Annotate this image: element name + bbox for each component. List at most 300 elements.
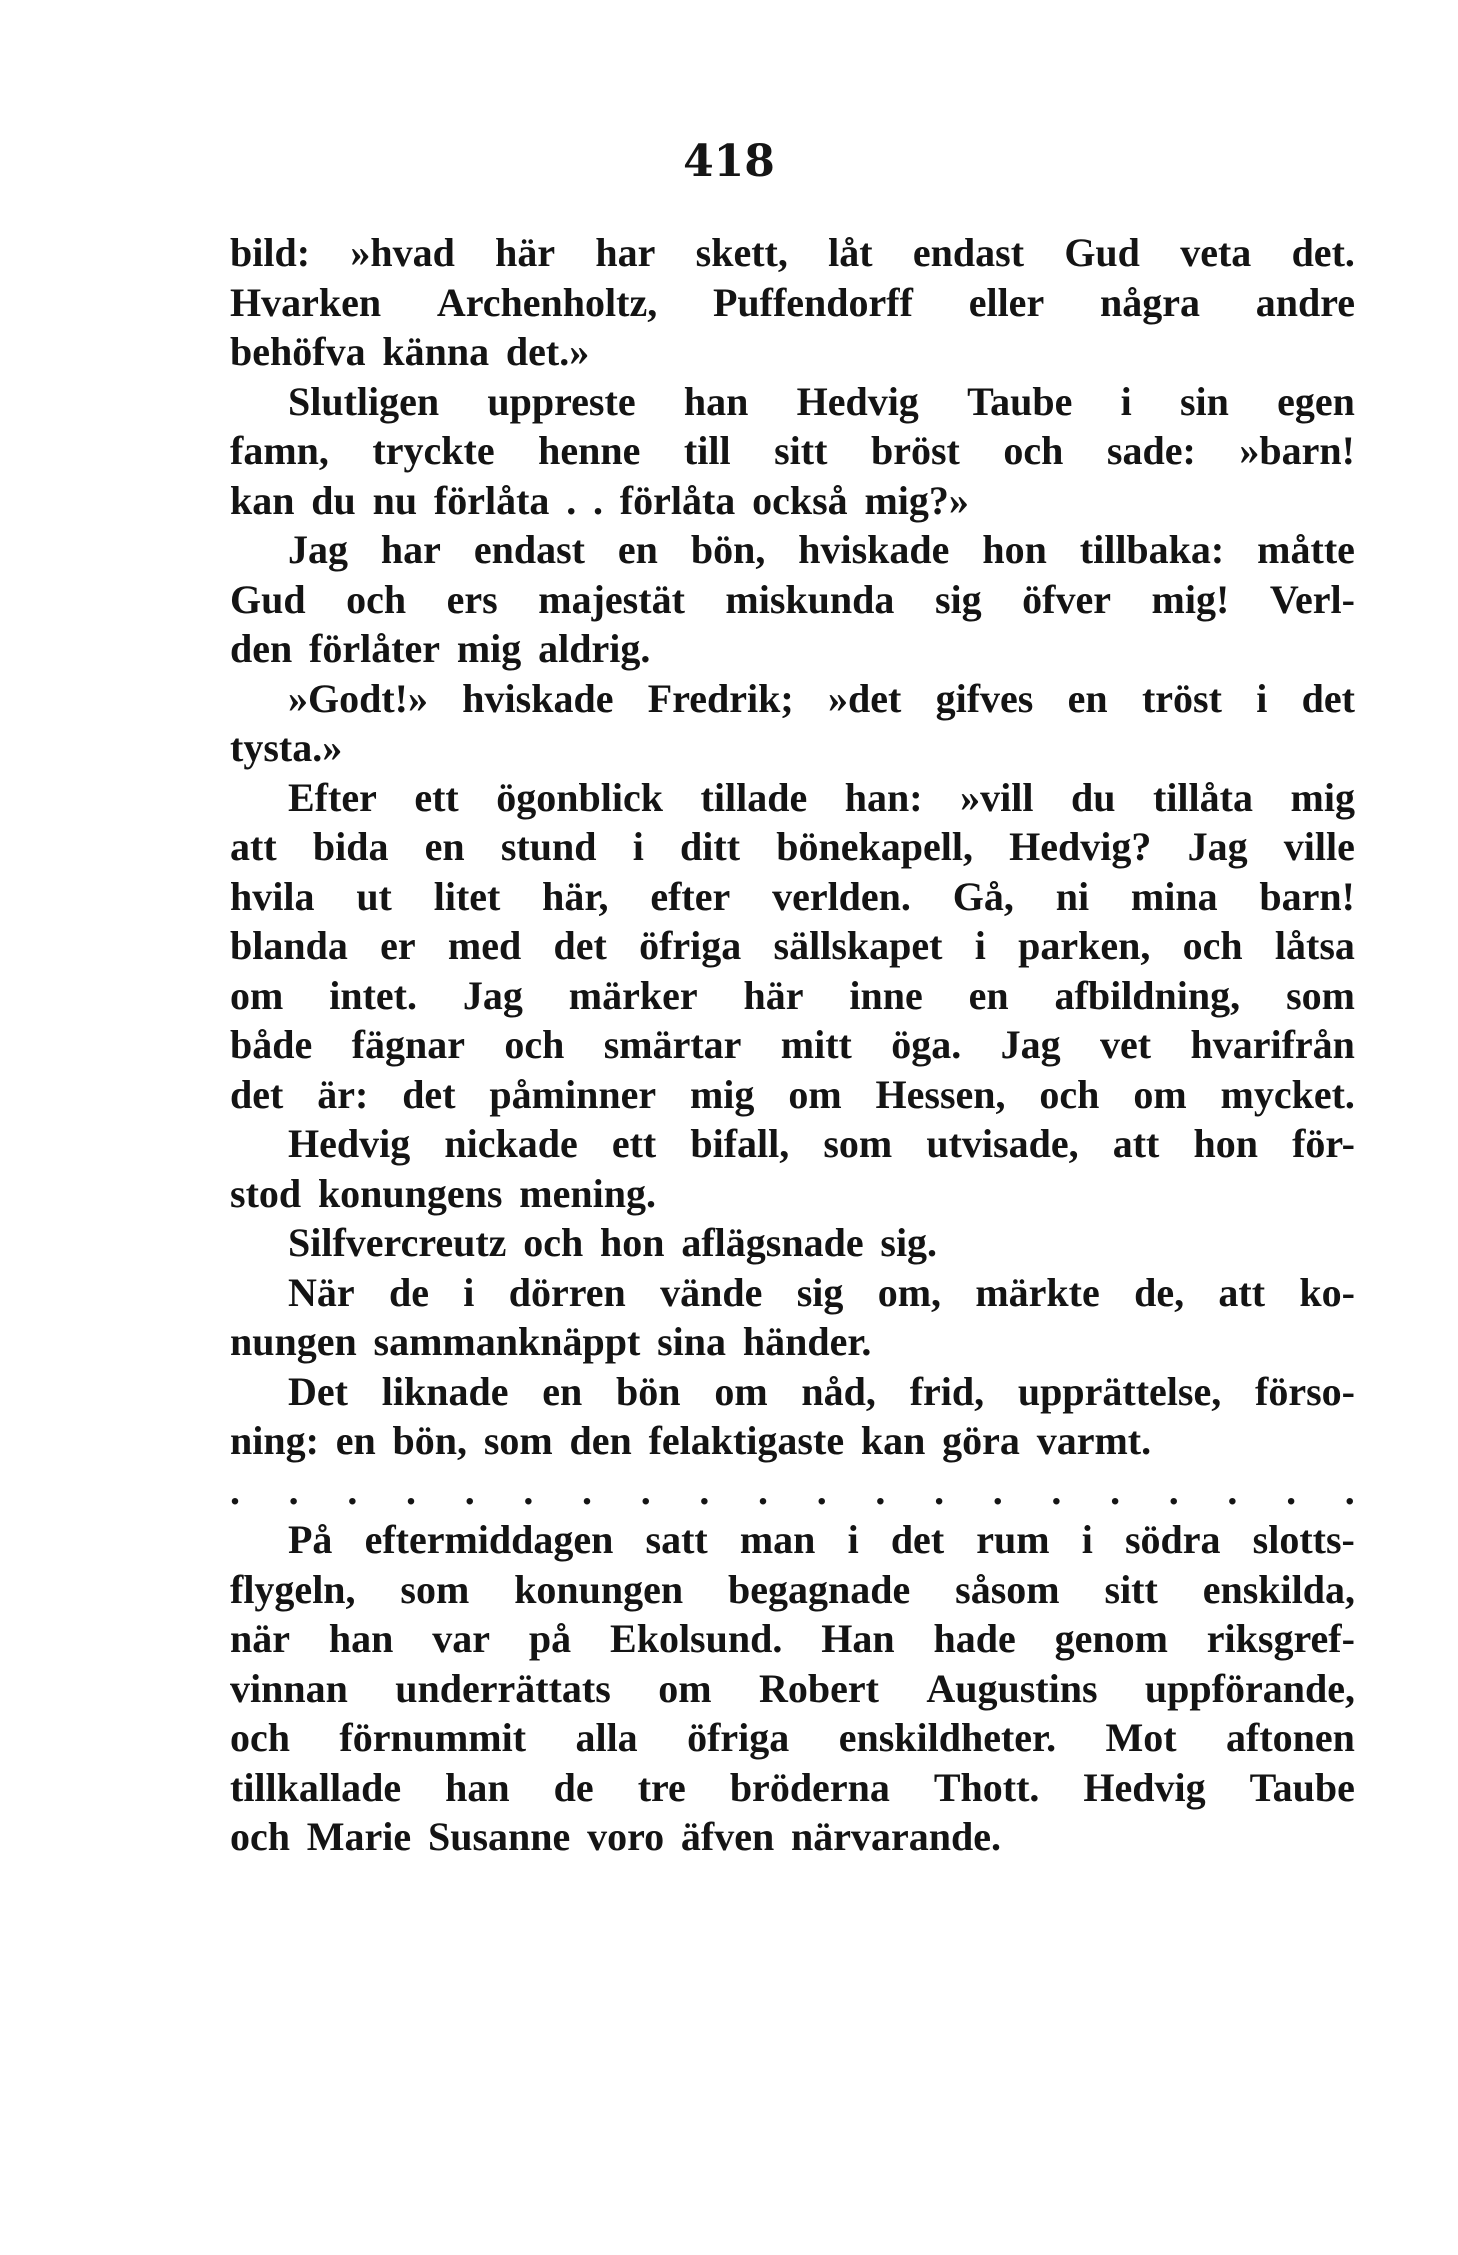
word: hade	[933, 1616, 1016, 1661]
word: alla	[575, 1715, 638, 1760]
word: ögonblick	[496, 774, 664, 820]
word: om	[658, 1665, 712, 1711]
word: för-	[1292, 1121, 1355, 1166]
word: tre	[637, 1764, 686, 1810]
word: märkte	[975, 1269, 1100, 1315]
word: om	[1133, 1071, 1187, 1117]
word: det	[230, 1071, 284, 1117]
word: behöfva	[230, 329, 366, 374]
word: hon	[600, 1220, 665, 1265]
word: intet.	[329, 972, 417, 1018]
word: satt	[645, 1517, 708, 1562]
word: låtsa	[1274, 923, 1355, 968]
word: smärtar	[603, 1022, 742, 1067]
word: litet	[433, 873, 501, 919]
word: Verl-	[1269, 576, 1355, 622]
word: om	[788, 1071, 842, 1117]
text-line	[230, 773, 1355, 823]
text-line	[230, 1614, 1355, 1664]
text-line	[230, 674, 1355, 724]
word: eller	[968, 279, 1045, 325]
word: ett	[611, 1121, 657, 1166]
text-line	[230, 1515, 1355, 1565]
word: Jag	[1000, 1022, 1061, 1067]
word: eftermiddagen	[364, 1517, 614, 1562]
word: södra	[1124, 1517, 1221, 1562]
word: Hedvig?	[1009, 824, 1152, 869]
word: det	[553, 923, 607, 968]
word: om	[714, 1368, 768, 1414]
text-line	[230, 872, 1355, 922]
word: Slutligen	[288, 378, 440, 424]
word: .	[816, 1467, 827, 1513]
word: ning:	[230, 1418, 319, 1463]
word: har	[595, 230, 656, 275]
text-line	[230, 575, 1355, 625]
text-line	[230, 1763, 1355, 1813]
word: ut	[356, 873, 392, 919]
word: .	[523, 1467, 534, 1513]
word: det	[402, 1071, 456, 1117]
word: sällskapet	[773, 923, 943, 968]
word: om,	[877, 1269, 942, 1315]
word: och	[230, 1715, 290, 1760]
word: att	[1218, 1269, 1266, 1315]
word: förnummit	[339, 1715, 527, 1760]
word: sammanknäppt	[373, 1319, 641, 1364]
word: skett,	[695, 230, 788, 275]
word: Augustins	[926, 1665, 1098, 1711]
word: upprättelse,	[1017, 1368, 1222, 1414]
word: utvisade,	[926, 1121, 1079, 1166]
word: tillbaka:	[1079, 527, 1225, 572]
word: er	[380, 923, 416, 968]
word: Ekolsund.	[610, 1616, 783, 1661]
word: och	[1182, 923, 1243, 968]
word: .	[875, 1467, 886, 1513]
word: »hvad	[350, 230, 455, 275]
word: och	[1003, 428, 1064, 473]
page-number: 418	[683, 136, 775, 187]
word: också	[752, 477, 848, 523]
word: varmt.	[1036, 1418, 1152, 1463]
word: förso-	[1255, 1368, 1355, 1414]
text-line	[230, 1416, 1355, 1466]
word: begagnade	[728, 1566, 911, 1612]
text-line	[230, 1119, 1355, 1169]
word: mig	[456, 626, 522, 671]
word: det	[1301, 675, 1355, 721]
word: nickade	[444, 1121, 578, 1166]
word: .	[640, 1467, 651, 1513]
word: »vill	[960, 774, 1034, 820]
word: Hedvig	[1083, 1764, 1206, 1810]
word: är:	[317, 1071, 369, 1117]
word: mig	[1290, 774, 1355, 820]
word: Puffendorff	[712, 279, 913, 325]
word: gifves	[935, 675, 1034, 721]
word: känna	[382, 329, 490, 374]
word: det.»	[505, 329, 590, 374]
word: frid,	[909, 1368, 985, 1414]
word: måtte	[1257, 527, 1355, 572]
word: öfriga	[639, 923, 742, 968]
word: du	[1070, 774, 1116, 820]
word: sina	[657, 1319, 727, 1364]
word: Hedvig	[288, 1121, 411, 1166]
word: Thott.	[933, 1764, 1040, 1810]
word: mycket.	[1220, 1071, 1355, 1117]
body-text	[230, 228, 1355, 1862]
word: »det	[827, 675, 902, 721]
word: och	[523, 1220, 584, 1265]
word: närvarande.	[791, 1814, 1002, 1859]
word: som	[483, 1418, 553, 1463]
word: kan	[230, 477, 295, 523]
word: påminner	[489, 1071, 657, 1117]
word: Taube	[1249, 1764, 1355, 1810]
word: bida	[312, 824, 389, 869]
text-line	[230, 1664, 1355, 1714]
word: en	[617, 527, 658, 572]
text-line	[230, 624, 1355, 674]
text-line	[230, 822, 1355, 872]
word: händer.	[742, 1319, 872, 1364]
text-line	[230, 1812, 1355, 1862]
word: Gå,	[952, 873, 1014, 919]
word: och	[504, 1022, 565, 1067]
word: som	[400, 1566, 470, 1612]
word: enskildheter.	[838, 1715, 1057, 1760]
word: Taube	[967, 378, 1073, 424]
text-line	[230, 971, 1355, 1021]
word: Fredrik;	[647, 675, 794, 721]
word: göra	[942, 1418, 1020, 1463]
word: nu	[372, 477, 418, 523]
word: förlåta	[433, 477, 550, 523]
word: bön,	[392, 1418, 468, 1463]
word: .	[934, 1467, 945, 1513]
word: hon	[1193, 1121, 1258, 1166]
word: han:	[844, 774, 923, 820]
word: här,	[542, 873, 609, 919]
word: endast	[473, 527, 585, 572]
word: Jag	[462, 972, 523, 1018]
word: genom	[1054, 1616, 1168, 1661]
word: tillåta	[1153, 774, 1253, 820]
word: förlåta	[619, 477, 736, 523]
word: felaktigaste	[648, 1418, 845, 1463]
word: inne	[849, 972, 923, 1018]
word: bön	[616, 1368, 681, 1414]
word: slotts-	[1252, 1517, 1355, 1562]
word: .	[992, 1467, 1003, 1513]
word: enskilda,	[1202, 1566, 1355, 1612]
word: nungen	[230, 1319, 357, 1364]
word: sin	[1179, 378, 1229, 424]
word: mina	[1130, 873, 1218, 919]
word: mitt	[780, 1022, 852, 1067]
word: i	[847, 1517, 859, 1562]
word: veta	[1180, 230, 1252, 275]
word: .	[347, 1467, 358, 1513]
word: i	[974, 923, 986, 968]
word: .	[406, 1467, 417, 1513]
word: hvarifrån	[1190, 1022, 1355, 1067]
section-divider-dots	[230, 1466, 1355, 1516]
word: han	[683, 378, 749, 424]
word: .	[230, 1467, 240, 1513]
word: bönekapell,	[776, 824, 973, 869]
word: och	[346, 576, 407, 622]
word: Mot	[1105, 1715, 1177, 1760]
word: öfriga	[687, 1715, 790, 1760]
word: Hvarken	[230, 279, 382, 325]
word: stund	[500, 824, 597, 869]
word: egen	[1277, 378, 1355, 424]
word: .	[1051, 1467, 1062, 1513]
word: efter	[650, 873, 731, 919]
word: andre	[1255, 279, 1355, 325]
word: hviskade	[798, 527, 950, 572]
word: .	[758, 1467, 769, 1513]
text-line	[230, 476, 1355, 526]
text-line	[230, 1070, 1355, 1120]
word: .	[288, 1467, 299, 1513]
word: en	[1067, 675, 1108, 721]
word: låt	[828, 230, 873, 275]
word: en	[542, 1368, 583, 1414]
word: sig.	[880, 1220, 938, 1265]
word: Han	[821, 1616, 895, 1661]
text-line	[230, 377, 1355, 427]
word: .	[582, 1467, 593, 1513]
word: öga.	[891, 1022, 962, 1067]
word: aflägsnade	[681, 1220, 864, 1265]
word: sitt	[1104, 1566, 1158, 1612]
word: Silfvercreutz	[288, 1220, 507, 1265]
word: har	[380, 527, 441, 572]
word: .	[699, 1467, 710, 1513]
text-line	[230, 1020, 1355, 1070]
word: Hessen,	[875, 1071, 1006, 1117]
text-line	[230, 327, 1355, 377]
word: till	[683, 428, 731, 473]
word: de,	[1134, 1269, 1185, 1315]
word: barn!	[1259, 873, 1355, 919]
word: det	[890, 1517, 945, 1562]
word: Robert	[758, 1665, 879, 1711]
word: här	[495, 230, 556, 275]
word: .	[1168, 1467, 1179, 1513]
word: man	[739, 1517, 816, 1562]
word: endast	[912, 230, 1025, 275]
text-line	[230, 723, 1355, 773]
text-line	[230, 1713, 1355, 1763]
word: i	[1256, 675, 1268, 721]
word: den	[230, 626, 293, 671]
word: fägnar	[351, 1022, 465, 1067]
word: han	[445, 1764, 510, 1810]
word: liknade	[381, 1368, 509, 1414]
word: riksgref-	[1206, 1616, 1355, 1661]
text-line	[230, 1268, 1355, 1318]
text-line	[230, 921, 1355, 971]
word: uppreste	[487, 378, 636, 424]
word: här	[743, 972, 804, 1018]
word: tysta.»	[230, 725, 343, 770]
word: sig	[934, 576, 982, 622]
word: »barn!	[1239, 428, 1355, 473]
word: tillkallade	[230, 1764, 402, 1810]
word: var	[432, 1616, 491, 1661]
text-line	[230, 1367, 1355, 1417]
word: ditt	[680, 824, 741, 869]
word: uppförande,	[1144, 1665, 1355, 1711]
word: öfver	[1022, 576, 1111, 622]
word: .	[1344, 1467, 1355, 1513]
word: majestät	[538, 576, 685, 622]
word: sig	[796, 1269, 844, 1315]
word: och	[230, 1814, 290, 1859]
word: aftonen	[1226, 1715, 1355, 1760]
word: en	[335, 1418, 376, 1463]
text-line	[230, 1565, 1355, 1615]
word: att	[1112, 1121, 1160, 1166]
word: stod	[230, 1170, 302, 1216]
word: .	[566, 477, 577, 523]
word: bön,	[690, 527, 766, 572]
word: märker	[568, 972, 698, 1018]
word: henne	[538, 428, 641, 473]
word: flygeln,	[230, 1566, 356, 1612]
text-line	[230, 1218, 1355, 1268]
word: ers	[446, 576, 498, 622]
word: om	[230, 972, 284, 1018]
text-line	[230, 278, 1355, 328]
word: vet	[1100, 1022, 1152, 1067]
word: mig	[689, 1071, 755, 1117]
word: att	[230, 824, 277, 869]
word: Marie	[306, 1814, 412, 1859]
word: hon	[982, 527, 1047, 572]
word: konungen	[514, 1566, 684, 1612]
word: sitt	[774, 428, 828, 473]
word: aldrig.	[538, 626, 651, 671]
word: när	[230, 1616, 290, 1661]
word: Archenholtz,	[436, 279, 658, 325]
word: tillade	[700, 774, 808, 820]
word: .	[1110, 1467, 1121, 1513]
text-line	[230, 525, 1355, 575]
word: med	[447, 923, 522, 968]
word: vinnan	[230, 1665, 348, 1711]
word: bifall,	[690, 1121, 790, 1166]
word: och	[1039, 1071, 1100, 1117]
word: kan	[860, 1418, 926, 1463]
word: bröderna	[729, 1764, 890, 1810]
word: tröst	[1141, 675, 1222, 721]
word: hvila	[230, 873, 315, 919]
word: de	[553, 1764, 594, 1810]
text-line	[230, 426, 1355, 476]
word: »Godt!»	[288, 675, 428, 721]
word: som	[823, 1121, 893, 1166]
word: blanda	[230, 923, 348, 968]
word: en	[968, 972, 1009, 1018]
word: som	[1286, 972, 1355, 1018]
word: i	[1081, 1517, 1093, 1562]
word: i	[632, 824, 644, 869]
word: du	[311, 477, 356, 523]
text-line	[230, 1317, 1355, 1367]
word: dörren	[508, 1269, 626, 1315]
word: några	[1099, 279, 1200, 325]
word: afbildning,	[1054, 972, 1241, 1018]
text-line	[230, 1169, 1355, 1219]
word: bröst	[870, 428, 960, 473]
word: det.	[1291, 230, 1355, 275]
word: verlden.	[772, 873, 911, 919]
word: ville	[1283, 824, 1355, 869]
word: förlåter	[309, 626, 441, 671]
word: vände	[660, 1269, 763, 1315]
word: .	[1286, 1467, 1297, 1513]
word: Hedvig	[796, 378, 919, 424]
word: ni	[1055, 873, 1090, 919]
word: mening.	[519, 1170, 656, 1216]
word: Gud	[230, 576, 306, 622]
word: ett	[414, 774, 459, 820]
text-line	[230, 228, 1355, 278]
word: parken,	[1018, 923, 1151, 968]
word: i	[463, 1269, 475, 1315]
word: rum	[976, 1517, 1050, 1562]
word: Efter	[288, 774, 377, 820]
word: mig?»	[864, 477, 969, 523]
word: Jag	[1187, 824, 1248, 869]
word: tryckte	[372, 428, 495, 473]
word: både	[230, 1022, 313, 1067]
word: voro	[587, 1814, 665, 1859]
word: konungens	[317, 1170, 503, 1216]
word: såsom	[955, 1566, 1060, 1612]
word: den	[569, 1418, 632, 1463]
word: .	[464, 1467, 475, 1513]
word: Susanne	[427, 1814, 571, 1859]
word: Jag	[288, 527, 348, 572]
word: famn,	[230, 428, 329, 473]
word: ko-	[1299, 1269, 1355, 1315]
word: sade:	[1106, 428, 1196, 473]
word: nåd,	[801, 1368, 876, 1414]
word: de	[388, 1269, 429, 1315]
word: När	[288, 1269, 355, 1315]
word: På	[288, 1517, 333, 1562]
word: äfven	[680, 1814, 775, 1859]
word: Det	[288, 1368, 348, 1414]
word: bild:	[230, 230, 311, 275]
word: han	[328, 1616, 394, 1661]
word: Gud	[1064, 230, 1140, 275]
word: hviskade	[462, 675, 614, 721]
word: mig!	[1151, 576, 1230, 622]
word: på	[528, 1616, 572, 1661]
word: miskunda	[725, 576, 895, 622]
word: .	[1227, 1467, 1238, 1513]
word: en	[424, 824, 465, 869]
word: .	[593, 477, 603, 523]
